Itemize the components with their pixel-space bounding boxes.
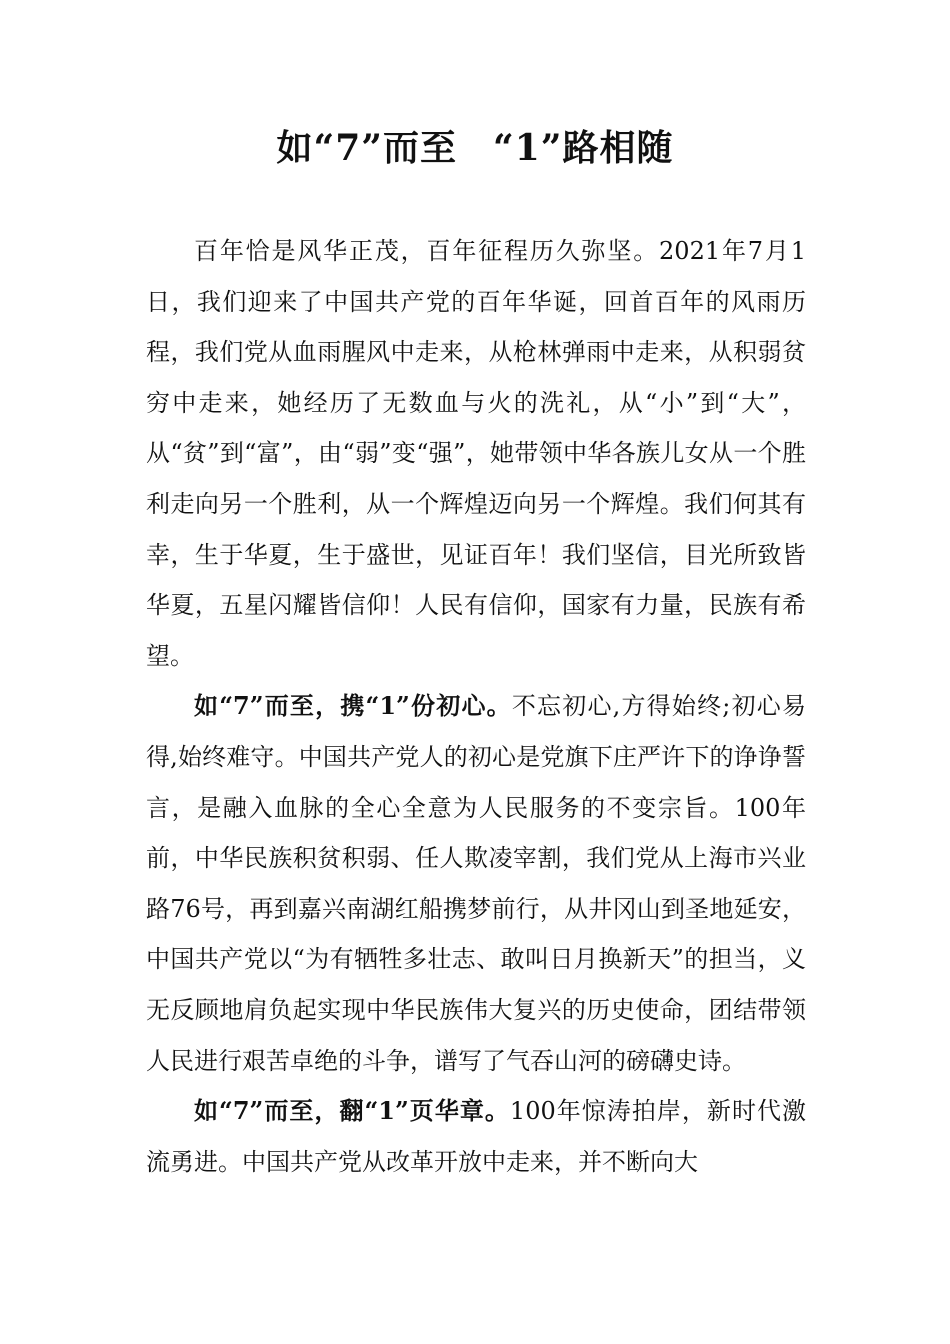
paragraph-1-text: 百年恰是风华正茂，百年征程历久弥坚。2021年7月1日，我们迎来了中国共产党的百年华诞，回首百年的风雨历程，我们党从血雨腥风中走来，从枪林弹雨中走来，从积弱贫穷中走来，她经历了无数血与火的洗礼，从“小”到“大”，从“贫”到“富”，由“弱”变“强”，她带领中华各族儿女从一个胜利走向另一个胜利，从一个辉煌迈向另一个辉煌。我们何其有幸，生于华夏，生于盛世，见证百年！我们坚信，目光所致皆华夏，五星闪耀皆信仰！人民有信仰，国家有力量，民族有希望。: [146, 237, 806, 670]
paragraph-3-lead: 如“7”而至，翻“1”页华章。: [194, 1096, 510, 1126]
paragraph-2: [146, 681, 806, 1086]
paragraph-3-text: 100年惊涛拍岸，新时代激流勇进。中国共产党从改革开放中走来，并不断向大: [146, 1097, 806, 1176]
paragraph-2-lead: 如“7”而至，携“1”份初心。: [194, 691, 512, 721]
title-part-2: “1”路相随: [493, 127, 674, 169]
title-part-1: 如“7”而至: [276, 127, 457, 169]
paragraph-1: [146, 226, 806, 681]
paragraph-2-text: 不忘初心,方得始终;初心易得,始终难守。中国共产党人的初心是党旗下庄严许下的诤诤誓言，是融入血脉的全心全意为人民服务的不变宗旨。100年前，中华民族积贫积弱、任人欺凌宰割，我们党从上海市兴业路76号，再到嘉兴南湖红船携梦前行，从井冈山到圣地延安，中国共产党以“为有牺牲多壮志、敢叫日月换新天”的担当，义无反顾地肩负起实现中华民族伟大复兴的历史使命，团结带领人民进行艰苦卓绝的斗争，谱写了气吞山河的磅礴史诗。: [146, 692, 806, 1075]
paragraph-3: [146, 1086, 806, 1187]
document-body: [146, 226, 806, 1187]
document-title: [0, 120, 950, 176]
